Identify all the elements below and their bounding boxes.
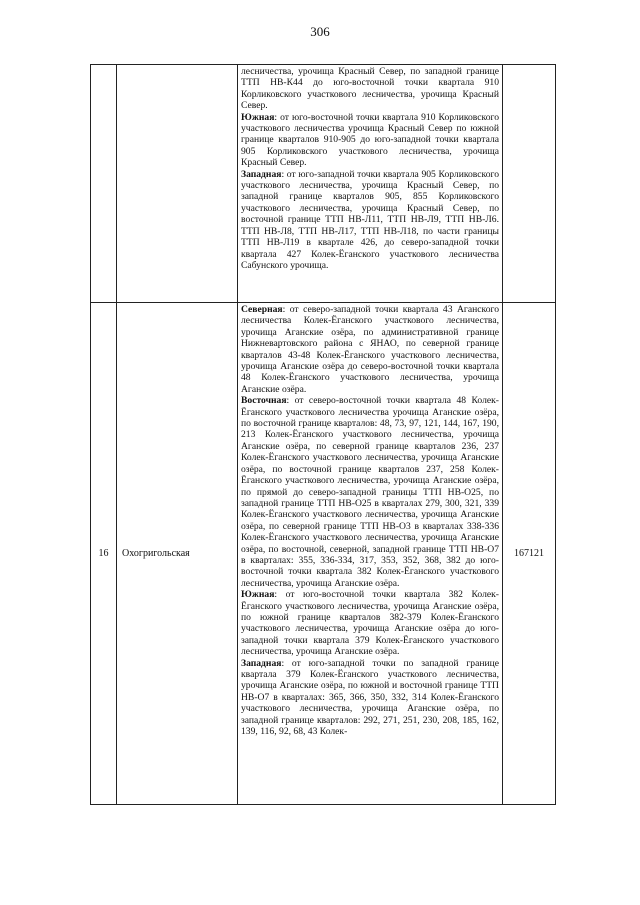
boundary-paragraph — [241, 658, 499, 738]
boundary-text: : от юго-восточной точки квартала 382 Колек-Ёганского участкового лесничества, урочища Аганские озёра, по южной границе кварталов 382-379 Колек-Ёганского участкового лесничества, урочища Аганские озёра до юго-западной точки квартала 379 Колек-Ёганского участкового лесничества, урочища Аганские озёра. — [241, 589, 499, 658]
row-number-cell: 16 — [91, 303, 117, 805]
direction-label: Западная — [241, 168, 282, 180]
boundary-paragraph — [241, 112, 499, 169]
direction-label: Южная — [241, 111, 275, 123]
boundary-text: : от юго-западной точки по западной границе квартала 379 Колек-Ёганского участкового лесничества, урочища Аганские озёра, по южной и восточной границе ТТП НВ-О7 в кварталах: 365, 366, 350, 332, 314 Колек-Ёганского участкового лесничества, урочища Аганские озёра, по западной границе кварталов: 292, 271, 251, 230, 208, 185, 162, 139, 116, 92, 68, 43 Колек- — [241, 657, 499, 738]
boundary-text: : от юго-западной точки квартала 905 Корликовского участкового лесничества, урочища Красный Север, по западной границе кварталов 905, 855 Корликовского участкового лесничества, урочища Красный Север, по восточной границе ТТП НВ-Л11, ТТП НВ-Л9, ТТП НВ-Л6. ТТП НВ-Л8, ТТП НВ-Л17, ТТП НВ-Л18, по части границы ТТП НВ-Л19 в квартале 426, до северо-западной точки квартала 427 Колек-Ёганского участкового лесничества Сабунского урочища. — [241, 168, 499, 271]
direction-label: Западная — [241, 657, 282, 669]
area-cell: 167121 — [503, 303, 556, 805]
boundary-paragraph — [241, 169, 499, 272]
direction-label: Восточная — [241, 395, 287, 407]
boundary-text: : от северо-западной точки квартала 43 Аганского лесничества Колек-Ёганского участкового лесничества, урочища Аганские озёра, по административной границе Нижневартовского района с ЯНАО, по северной границе кварталов 43-48 Колек-Ёганского участкового лесничества, урочища Аганские озёра до северо-восточной точки квартала 48 Колек-Ёганского участкового лесничества, урочища Аганские озёра. — [241, 304, 499, 395]
table-row — [91, 65, 556, 303]
boundary-paragraph — [241, 66, 499, 112]
boundary-text: : от юго-восточной точки квартала 910 Корликовского участкового лесничества урочища Красный Север по южной границе кварталов 910-905 до юго-западной точки квартала 905 Корликовского участкового лесничества, урочища Красный Север. — [241, 111, 499, 169]
boundary-paragraph — [241, 304, 499, 395]
boundary-paragraph — [241, 395, 499, 589]
boundary-paragraph — [241, 589, 499, 657]
table-row — [91, 303, 556, 805]
boundaries-table — [90, 64, 556, 805]
forestry-name-cell: Охогригольская — [117, 303, 238, 805]
direction-label: Северная — [241, 304, 283, 315]
page-number: 306 — [310, 24, 330, 39]
row-number-cell — [91, 65, 117, 303]
area-cell — [503, 65, 556, 303]
boundary-text: лесничества, урочища Красный Север, по западной границе ТТП НВ-К44 до юго-восточной точки квартала 910 Корликовского участкового лесничества, урочища Красный Север. — [241, 66, 499, 112]
boundary-description-cell — [238, 65, 503, 303]
boundary-description-cell — [238, 303, 503, 805]
direction-label: Южная — [241, 589, 275, 601]
boundary-text: : от северо-восточной точки квартала 48 Колек-Ёганского участкового лесничества урочища Аганские озёра, по восточной границе кварталов: 48, 73, 97, 121, 144, 167, 190, 213 Колек-Ёганского участкового лесничества, урочища Аганские озёра, по северной границе кварталов 236, 237 Колек-Ёганского участкового лесничества, урочища Аганские озёра, по восточной границе кварталов 237, 258 Колек-Ёганского участкового лесничества, урочища Аганские озёра, по прямой до северо-западной границы ТТП НВ-О25, по западной границе ТТП НВ-О25 в кварталах 279, 300, 321, 339 Колек-Ёганского участкового лесничества, урочища Аганские озёра, по северной границе ТТП НВ-О3 в кварталах 338-336 Колек-Ёганского участкового лесничества, урочища Аганские озёра, по восточной, северной, западной границе ТТП НВ-О7 в кварталах: 355, 336-334, 317, 353, 352, 368, 382 до юго-восточной точки квартала 382 Колек-Ёганского участкового лесничества, урочища Аганские озёра. — [241, 395, 499, 589]
forestry-name-cell — [117, 65, 238, 303]
